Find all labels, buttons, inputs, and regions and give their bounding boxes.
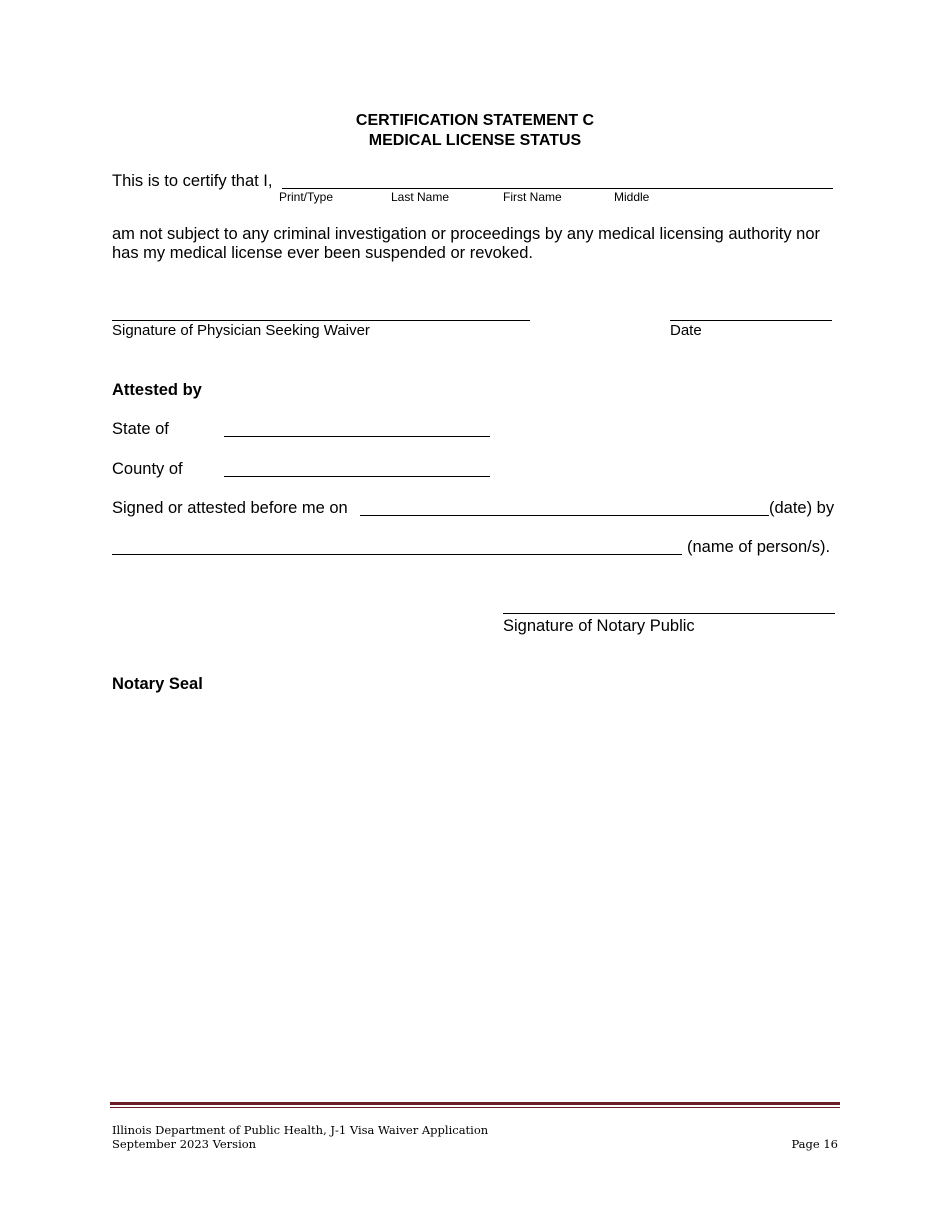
- signed-before-label: Signed or attested before me on: [112, 499, 348, 517]
- sublabel-last-name: Last Name: [391, 190, 450, 204]
- attested-by-heading: Attested by: [112, 381, 202, 399]
- physician-signature-label: Signature of Physician Seeking Waiver: [112, 322, 370, 339]
- footer-version: September 2023 Version: [112, 1137, 257, 1151]
- certification-statement: am not subject to any criminal investigation or proceedings by any medical licensing authority nor has my medical license ever been suspended or revoked.: [112, 225, 821, 262]
- document-subtitle: MEDICAL LICENSE STATUS: [368, 132, 582, 149]
- attest-date-field[interactable]: [360, 515, 769, 516]
- footer-rule-thin: [110, 1107, 840, 1108]
- date-label: Date: [670, 322, 702, 339]
- county-of-label: County of: [112, 460, 183, 478]
- certify-intro: This is to certify that I,: [112, 172, 273, 190]
- person-name-field[interactable]: [112, 554, 682, 555]
- document-title: CERTIFICATION STATEMENT C: [355, 112, 595, 129]
- county-field[interactable]: [224, 476, 490, 477]
- physician-signature-field[interactable]: [112, 320, 530, 321]
- sublabel-first-name: First Name: [503, 190, 562, 204]
- name-of-persons-label: (name of person/s).: [687, 538, 831, 556]
- state-field[interactable]: [224, 436, 490, 437]
- footer-organization: Illinois Department of Public Health, J-1 Visa Waiver Application: [112, 1123, 489, 1137]
- notary-seal-heading: Notary Seal: [112, 675, 203, 693]
- notary-signature-label: Signature of Notary Public: [503, 617, 695, 635]
- footer-rule-thick: [110, 1102, 840, 1105]
- sublabel-middle: Middle: [614, 190, 650, 204]
- notary-signature-field[interactable]: [503, 613, 835, 614]
- footer-page-number: Page 16: [791, 1137, 838, 1151]
- state-of-label: State of: [112, 420, 169, 438]
- physician-name-field[interactable]: [282, 188, 833, 189]
- signature-date-field[interactable]: [670, 320, 832, 321]
- sublabel-print-type: Print/Type: [279, 190, 334, 204]
- date-by-label: (date) by: [769, 499, 835, 517]
